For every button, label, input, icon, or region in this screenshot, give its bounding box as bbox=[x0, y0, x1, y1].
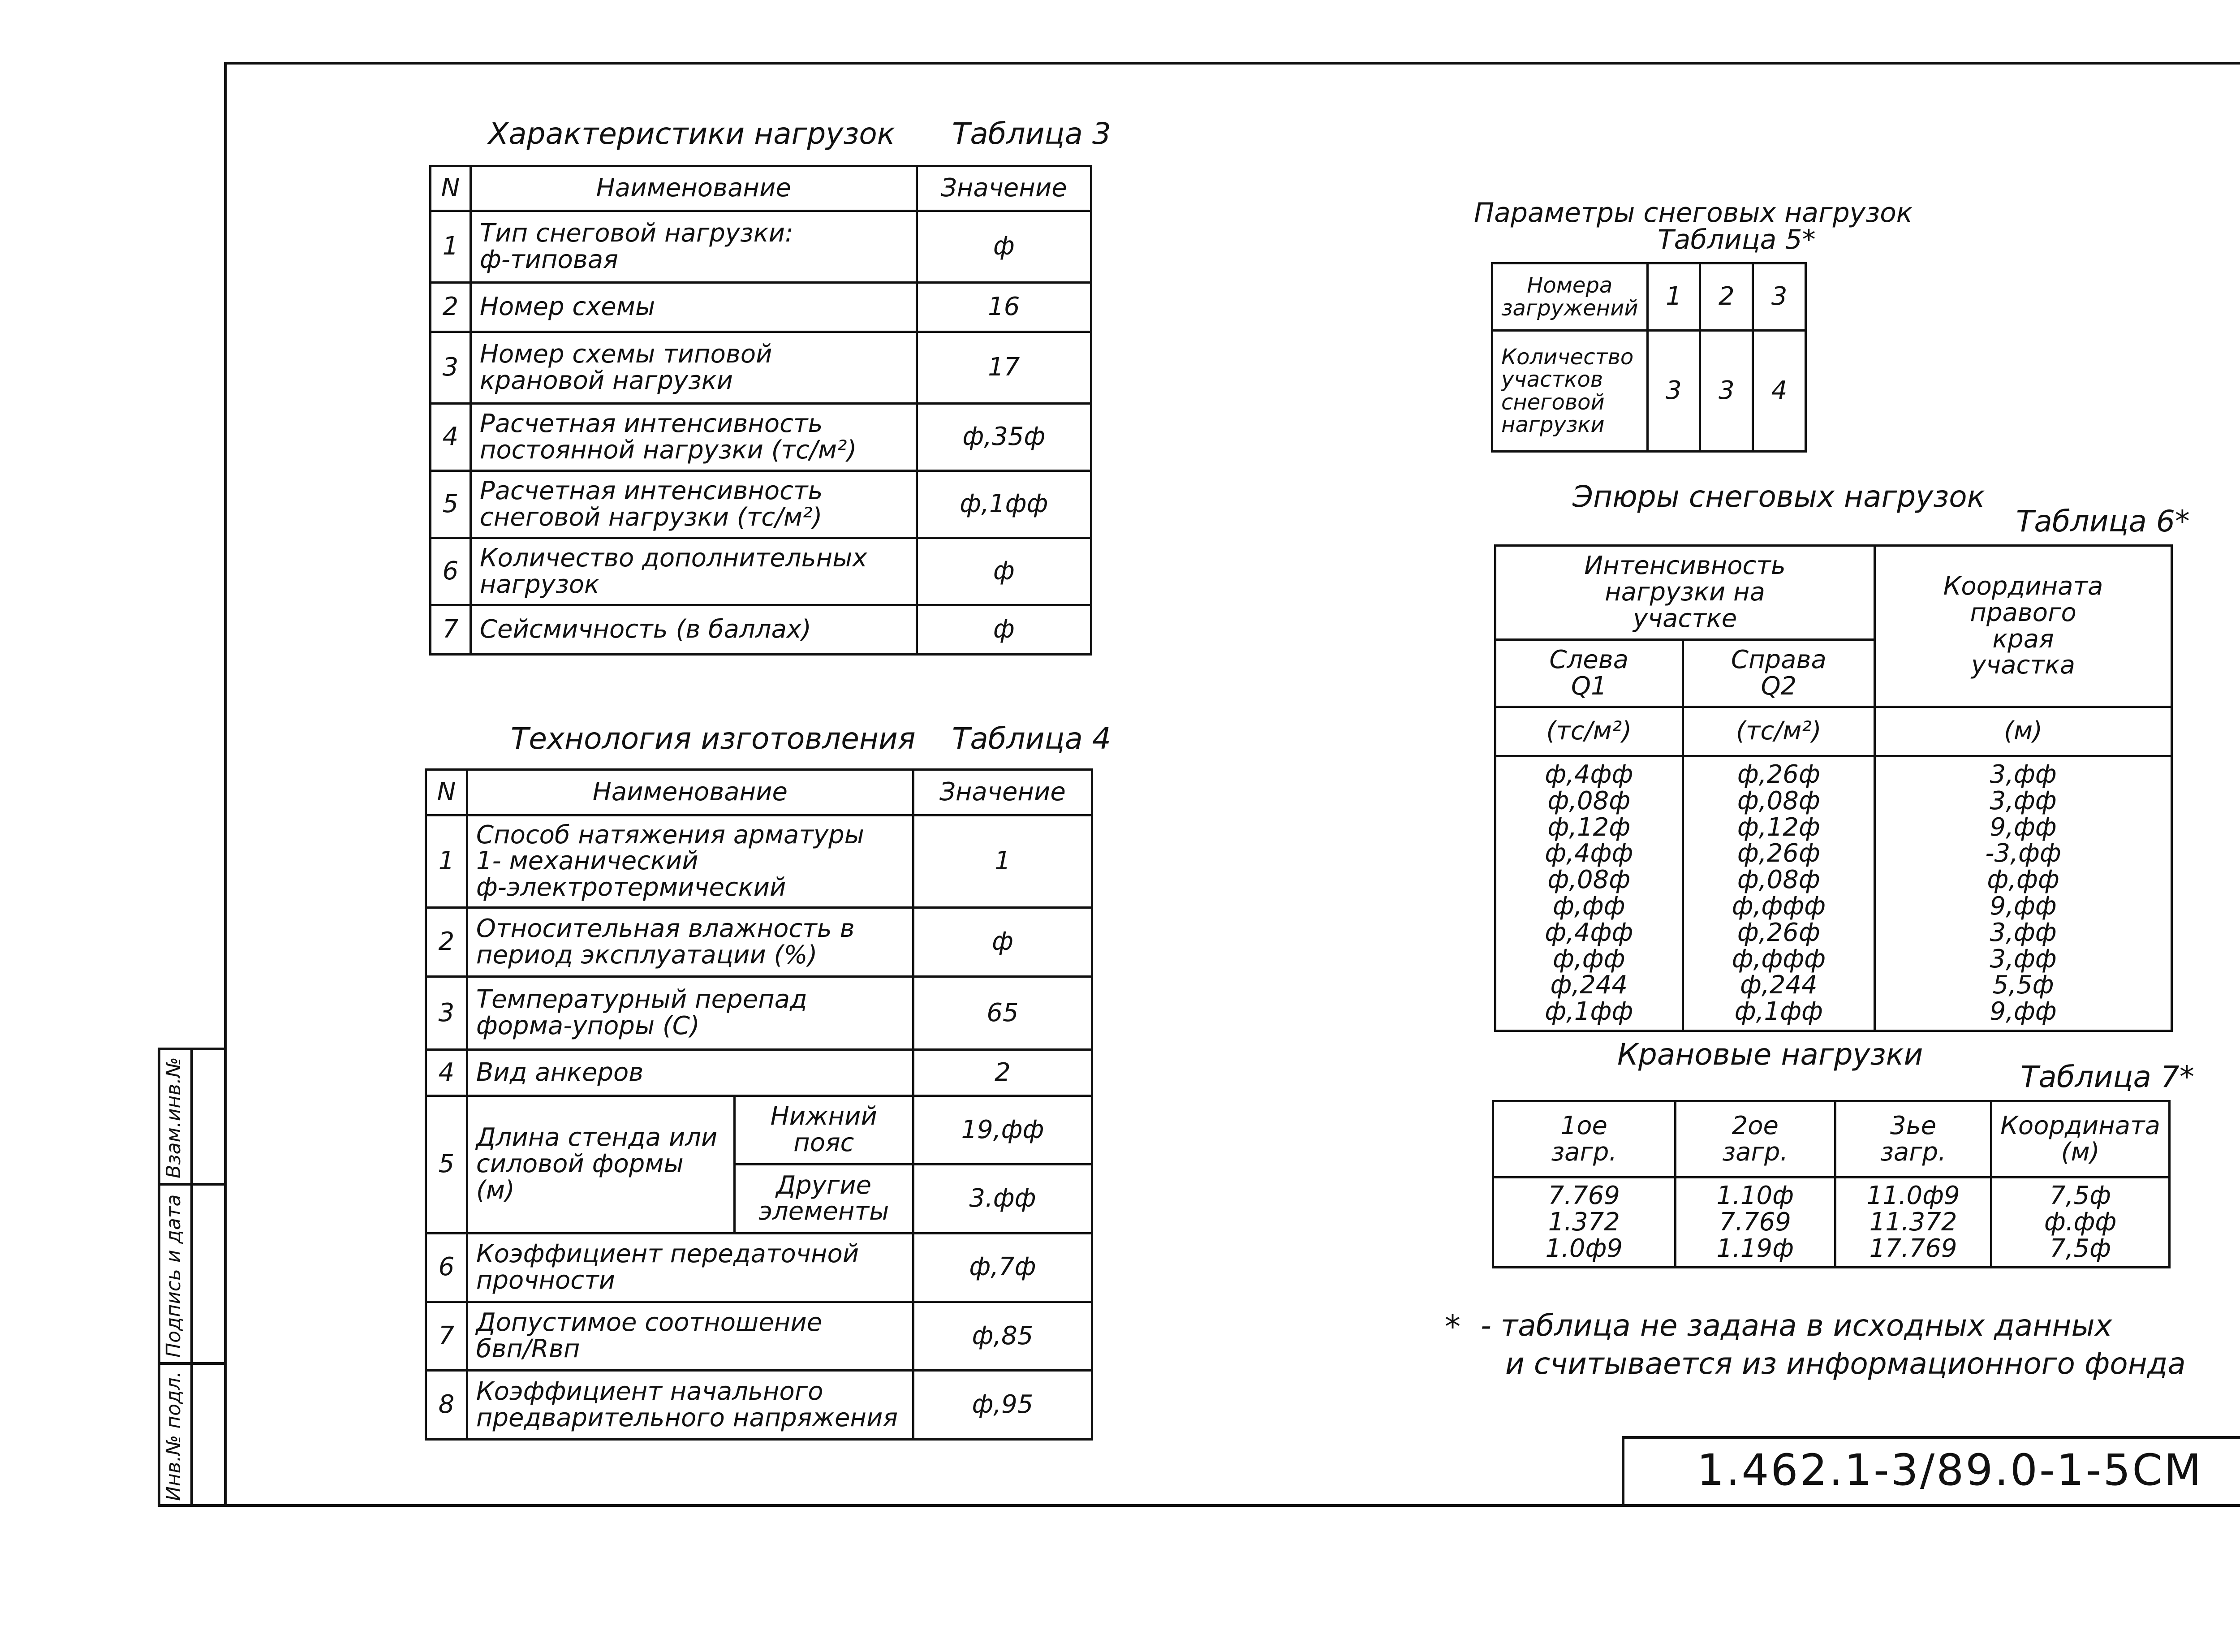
table3 bbox=[429, 165, 1092, 656]
table4-row-value: ф,95 bbox=[913, 1371, 1092, 1440]
side-label-vzam-inv: Взам.инв.№ bbox=[162, 1057, 185, 1178]
table6-values-coordinate: 3,фф 3,фф 9,фф -3,фф ф,фф 9,фф 3,фф 3,фф 5,5ф 9,фф bbox=[1875, 756, 2172, 1031]
table5-title: Параметры снеговых нагрузок bbox=[1474, 197, 1913, 229]
table6-values-left: ф,4фф ф,08ф ф,12ф ф,4фф ф,08ф ф,фф ф,4фф ф,фф ф,244 ф,1фф bbox=[1495, 756, 1683, 1031]
table7-values-loading-3: 11.0ф9 11.372 17.769 bbox=[1835, 1178, 1991, 1268]
table4-row-name: Допустимое соотношение бвп/Rвп bbox=[467, 1302, 913, 1371]
table4-row5-sub-other: Другие элементы bbox=[734, 1165, 913, 1233]
table4-row-name: Относительная влажность в период эксплуатации (%) bbox=[467, 908, 913, 976]
table3-header-name: Наименование bbox=[470, 166, 917, 211]
table7-header-loading-2: 2ое загр. bbox=[1675, 1101, 1835, 1178]
table3-row-value: ф bbox=[917, 211, 1091, 283]
table7-header-loading-1: 1ое загр. bbox=[1493, 1101, 1676, 1178]
table6-header-coordinate: Координата правого края участка bbox=[1875, 546, 2172, 707]
table3-header-value: Значение bbox=[917, 166, 1091, 211]
table6-values-right: ф,26ф ф,08ф ф,12ф ф,26ф ф,08ф ф,ффф ф,26ф ф,ффф ф,244 ф,1фф bbox=[1683, 756, 1875, 1031]
table4-row-n: 6 bbox=[426, 1233, 467, 1302]
table5-loading-number: 2 bbox=[1700, 263, 1753, 331]
table3-title: Характеристики нагрузок bbox=[488, 116, 895, 151]
table4-row5-value-lower-chord: 19,фф bbox=[913, 1096, 1092, 1164]
table3-row-n: 4 bbox=[431, 404, 471, 471]
table4-row-name: Температурный перепад форма-упоры (С) bbox=[467, 976, 913, 1050]
table5-sections-label: Количество участков снеговой нагрузки bbox=[1492, 331, 1648, 452]
table3-row-n: 5 bbox=[431, 471, 471, 538]
table4-header-value: Значение bbox=[913, 770, 1092, 815]
table5-loading-numbers-label: Номера загружений bbox=[1492, 263, 1648, 331]
footnote-star: * bbox=[1445, 1308, 1460, 1345]
side-strip-row-divider-2 bbox=[158, 1362, 227, 1365]
table4-row-value: 65 bbox=[913, 976, 1092, 1050]
table4-row-n: 8 bbox=[426, 1371, 467, 1440]
table5 bbox=[1491, 262, 1807, 453]
table6 bbox=[1494, 544, 2173, 1032]
table6-header-right: Справа Q2 bbox=[1683, 640, 1875, 707]
table3-row-name: Номер схемы типовой крановой нагрузки bbox=[470, 332, 917, 404]
table3-row-n: 6 bbox=[431, 538, 471, 605]
table4-row-value: 1 bbox=[913, 815, 1092, 908]
table3-row-name: Тип снеговой нагрузки: ф-типовая bbox=[470, 211, 917, 283]
table5-sections-count: 3 bbox=[1647, 331, 1700, 452]
table4-row-name: Коэффициент начального предварительного напряжения bbox=[467, 1371, 913, 1440]
table7-values-loading-1: 7.769 1.372 1.0ф9 bbox=[1493, 1178, 1676, 1268]
table5-loading-number: 1 bbox=[1647, 263, 1700, 331]
table5-label: Таблица 5* bbox=[1658, 224, 1816, 255]
table4-row-name: Коэффициент передаточной прочности bbox=[467, 1233, 913, 1302]
table7-header-coordinate: Координата (м) bbox=[1991, 1101, 2170, 1178]
table3-row-name: Расчетная интенсивность снеговой нагрузки (тс/м²) bbox=[470, 471, 917, 538]
table4-header-n: N bbox=[426, 770, 467, 815]
table6-unit-right: (тс/м²) bbox=[1683, 707, 1875, 756]
table4-row5-name: Длина стенда или силовой формы (м) bbox=[467, 1096, 734, 1233]
stamp-code: 1.462.1-3/89.0-1-5СМ bbox=[1697, 1445, 2203, 1495]
side-strip-col-divider bbox=[190, 1048, 193, 1507]
table4-row-n: 4 bbox=[426, 1050, 467, 1096]
table3-row-n: 3 bbox=[431, 332, 471, 404]
table3-header-n: N bbox=[431, 166, 471, 211]
table3-row-n: 1 bbox=[431, 211, 471, 283]
table4-row5-n: 5 bbox=[426, 1096, 467, 1233]
table4-row-n: 3 bbox=[426, 976, 467, 1050]
table5-sections-count: 4 bbox=[1753, 331, 1806, 452]
table7 bbox=[1492, 1100, 2171, 1268]
table4-row-value: ф,7ф bbox=[913, 1233, 1092, 1302]
table6-header-left: Слева Q1 bbox=[1495, 640, 1683, 707]
side-label-signature-date: Подпись и дата bbox=[162, 1194, 185, 1358]
table5-loading-number: 3 bbox=[1753, 263, 1806, 331]
table3-row-name: Сейсмичность (в баллах) bbox=[470, 605, 917, 655]
side-label-inv-podl: Инв.№ подл. bbox=[162, 1371, 185, 1501]
table4-row-value: 2 bbox=[913, 1050, 1092, 1096]
table3-row-value: 17 bbox=[917, 332, 1091, 404]
table3-label: Таблица 3 bbox=[952, 116, 1111, 151]
table3-row-n: 7 bbox=[431, 605, 471, 655]
table4-row-name: Вид анкеров bbox=[467, 1050, 913, 1096]
table4-row5-sub-lower-chord: Нижний пояс bbox=[734, 1096, 913, 1164]
table4-label: Таблица 4 bbox=[952, 721, 1111, 756]
table4-row5-value-other: 3.фф bbox=[913, 1165, 1092, 1233]
table3-row-value: ф,1фф bbox=[917, 471, 1091, 538]
table3-row-value: 16 bbox=[917, 283, 1091, 332]
table4-header-name: Наименование bbox=[467, 770, 913, 815]
table4-row-value: ф bbox=[913, 908, 1092, 976]
table6-title: Эпюры снеговых нагрузок bbox=[1572, 479, 1985, 514]
table4-row-n: 1 bbox=[426, 815, 467, 908]
table6-header-intensity: Интенсивность нагрузки на участке bbox=[1495, 546, 1875, 640]
footnote-line-2: и считывается из информационного фонда bbox=[1505, 1346, 2186, 1381]
table6-unit-coordinate: (м) bbox=[1875, 707, 2172, 756]
table4-row-name: Способ натяжения арматуры 1- механический ф-электротермический bbox=[467, 815, 913, 908]
footnote-line-1: - таблица не задана в исходных данных bbox=[1481, 1308, 2112, 1343]
table4-row-value: ф,85 bbox=[913, 1302, 1092, 1371]
table7-title: Крановые нагрузки bbox=[1617, 1037, 1923, 1072]
table4-row-n: 2 bbox=[426, 908, 467, 976]
table3-row-name: Номер схемы bbox=[470, 283, 917, 332]
table3-row-name: Расчетная интенсивность постоянной нагрузки (тс/м²) bbox=[470, 404, 917, 471]
table4-row-n: 7 bbox=[426, 1302, 467, 1371]
table7-header-loading-3: 3ье загр. bbox=[1835, 1101, 1991, 1178]
table7-label: Таблица 7* bbox=[2020, 1060, 2194, 1094]
table4 bbox=[425, 768, 1093, 1441]
table3-row-n: 2 bbox=[431, 283, 471, 332]
side-strip-row-divider-1 bbox=[158, 1183, 227, 1186]
table3-row-name: Количество дополнительных нагрузок bbox=[470, 538, 917, 605]
table6-unit-left: (тс/м²) bbox=[1495, 707, 1683, 756]
table6-label: Таблица 6* bbox=[2016, 504, 2190, 539]
table5-sections-count: 3 bbox=[1700, 331, 1753, 452]
table3-row-value: ф bbox=[917, 605, 1091, 655]
table3-row-value: ф,35ф bbox=[917, 404, 1091, 471]
table4-title: Технология изготовления bbox=[511, 721, 916, 756]
table3-row-value: ф bbox=[917, 538, 1091, 605]
table7-values-loading-2: 1.10ф 7.769 1.19ф bbox=[1675, 1178, 1835, 1268]
table7-values-coordinate: 7,5ф ф.фф 7,5ф bbox=[1991, 1178, 2170, 1268]
